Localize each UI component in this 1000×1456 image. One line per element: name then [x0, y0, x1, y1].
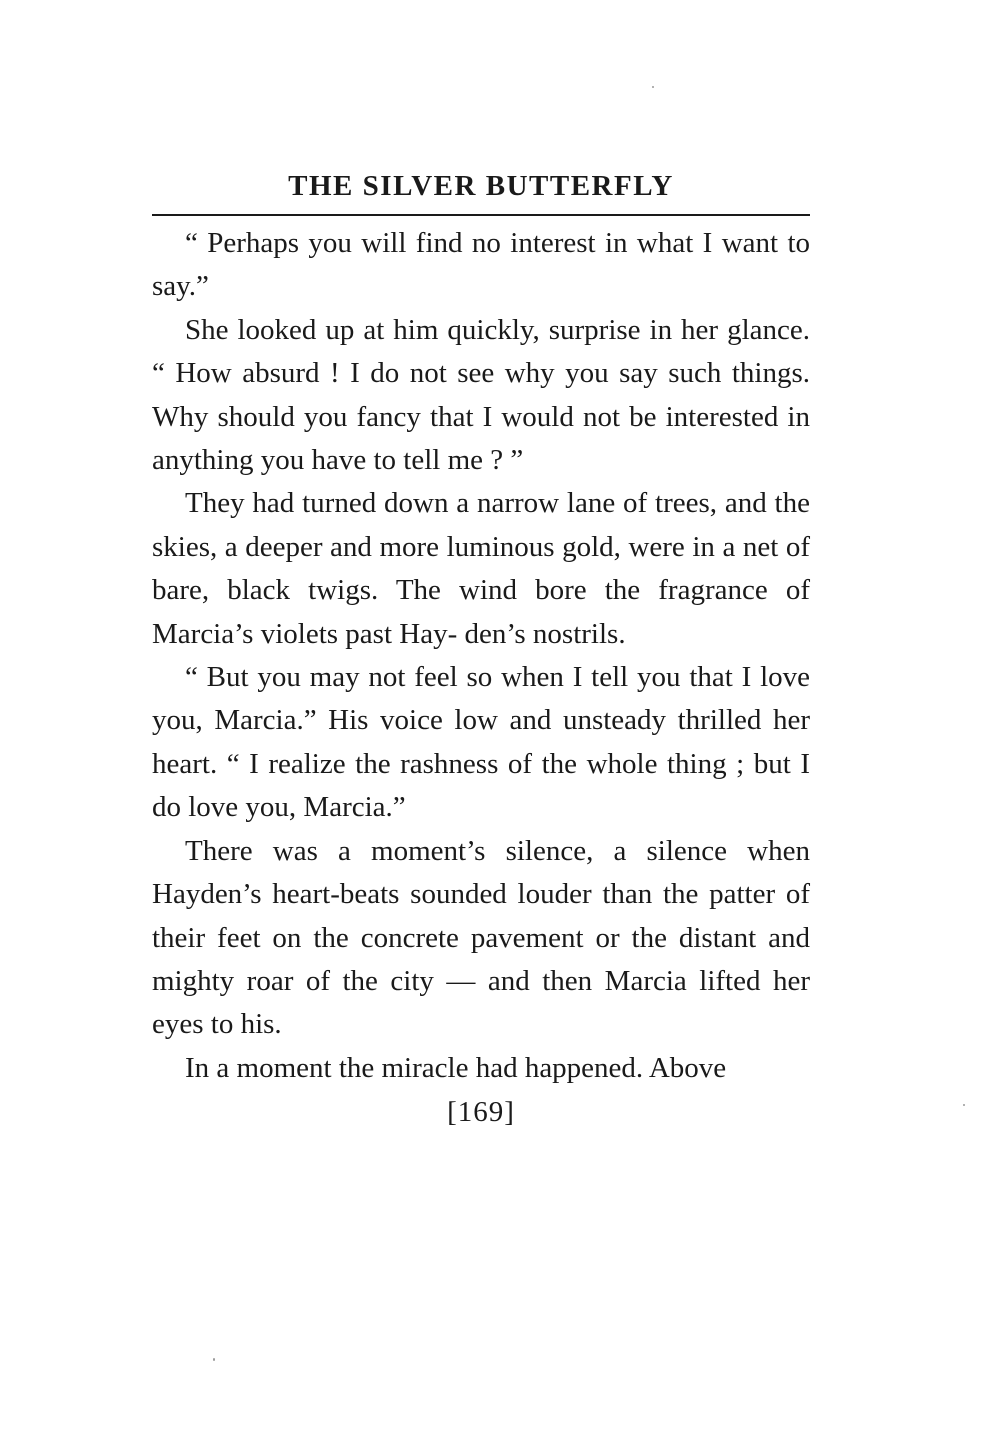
header-rule	[152, 214, 810, 216]
paper-speck	[213, 1358, 215, 1361]
paragraph: There was a moment’s silence, a silence when Hayden’s heart-beats sounded louder than the patter of their feet on the concrete pavement or the distant and mighty roar of the city — and then Marcia lifted her eyes to his.	[152, 834, 810, 1041]
paragraph: She looked up at him quickly, surprise in her glance. “ How absurd ! I do not see why you say such things. Why should you fancy that I would not be interested in anything you have to tell me ? ”	[152, 313, 810, 477]
paragraph: “ Perhaps you will find no interest in what I want to say.”	[152, 227, 810, 303]
book-page	[152, 160, 810, 1132]
paragraph: In a moment the miracle had happened. Above	[185, 1051, 727, 1084]
paper-speck	[652, 86, 654, 88]
paper-speck	[963, 1104, 965, 1106]
paragraph: They had turned down a narrow lane of trees, and the skies, a deeper and more luminous gold, were in a net of bare, black twigs. The wind bore the fragrance of Marcia’s violets past Hay- den’s nostrils.	[152, 487, 810, 650]
page-number: [169]	[447, 1096, 515, 1129]
body-text	[152, 222, 810, 1090]
paragraph: “ But you may not feel so when I tell you that I love you, Marcia.” His voice low and unsteady thrilled her heart. “ I realize the rashness of the whole thing ; but I do love you, Marcia.”	[152, 661, 810, 824]
running-title: THE SILVER BUTTERFLY	[288, 170, 674, 202]
